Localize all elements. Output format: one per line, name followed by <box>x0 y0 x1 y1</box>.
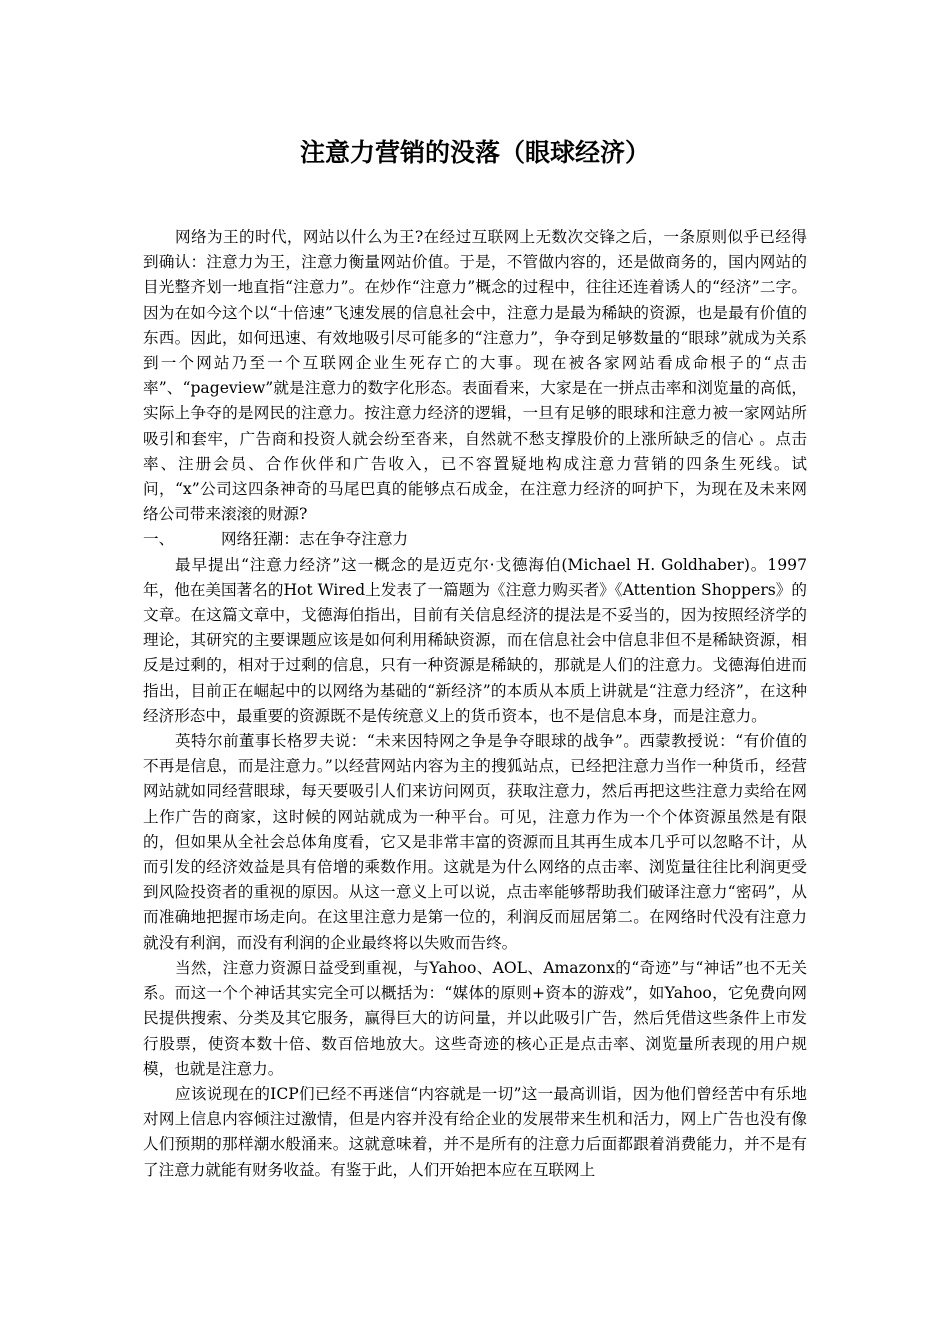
paragraph-goldhaber: 最早提出“注意力经济”这一概念的是迈克尔·戈德海伯(Michael H. Goldhaber)。1997年，他在美国著名的Hot Wired上发表了一篇题为《注意力购买者》《Attention Shoppers》的文章。在这篇文章中，戈德海伯指出，目前有关信息经济的提法是不妥当的，因为按照经济学的理论，其研究的主要课题应该是如何利用稀缺资源，而在信息社会中信息非但不是稀缺资源，相反是过剩的，相对于过剩的信息，只有一种资源是稀缺的，那就是人们的注意力。戈德海伯进而指出，目前正在崛起中的以网络为基础的“新经济”的本质从本质上讲就是“注意力经济”，在这种经济形态中，最重要的资源既不是传统意义上的货币资本，也不是信息本身，而是注意力。 <box>143 555 807 725</box>
section-heading-number: 一、 <box>143 530 175 549</box>
section-heading-text: 网络狂潮：志在争夺注意力 <box>221 530 409 549</box>
paragraph-grove: 英特尔前董事长格罗夫说：“未来因特网之争是争夺眼球的战争”。西蒙教授说：“有价值的不再是信息，而是注意力。”以经营网站内容为主的搜狐站点，已经把注意力当作一种货币，经营网站就如同经营眼球，每天要吸引人们来访问网页，获取注意力，然后再把这些注意力卖给在网上作广告的商家，这时候的网站就成为一种平台。可见，注意力作为一个个体资源虽然是有限的，但如果从全社会总体角度看，它又是非常丰富的资源而且其再生成本几乎可以忽略不计，从而引发的经济效益是具有倍增的乘数作用。这就是为什么网络的点击率、浏览量往往比利润更受到风险投资者的重视的原因。从这一意义上可以说，点击率能够帮助我们破译注意力“密码”，从而准确地把握市场走向。在这里注意力是第一位的，利润反而屈居第二。在网络时代没有注意力就没有利润，而没有利润的企业最终将以失败而告终。 <box>143 732 807 952</box>
document-title: 注意力营销的没落（眼球经济） <box>299 138 650 167</box>
section-heading <box>143 527 807 552</box>
paragraph-icp: 应该说现在的ICP们已经不再迷信“内容就是一切”这一最高训诣，因为他们曾经苦中有乐地对网上信息内容倾注过激情，但是内容并没有给企业的发展带来生机和活力，网上广告也没有像人们预期的那样潮水般涌来。这就意味着，并不是所有的注意力后面都跟着消费能力，并不是有了注意力就能有财务收益。有鉴于此，人们开始把本应在互联网上 <box>143 1084 807 1179</box>
document-body <box>143 225 807 1183</box>
paragraph-yahoo: 当然，注意力资源日益受到重视，与Yahoo、AOL、Amazonx的“奇迹”与“神话”也不无关系。而这一个个神话其实完全可以概括为：“媒体的原则+资本的游戏”，如Yahoo，它免费向网民提供搜索、分类及其它服务，赢得巨大的访问量，并以此吸引广告，然后凭借这些条件上市发行股票，使资本数十倍、数百倍地放大。这些奇迹的核心正是点击率、浏览量所表现的用户规模，也就是注意力。 <box>143 958 807 1078</box>
paragraph-intro: 网络为王的时代，网站以什么为王?在经过互联网上无数次交锋之后，一条原则似乎已经得到确认：注意力为王，注意力衡量网站价值。于是，不管做内容的，还是做商务的，国内网站的目光整齐划一地直指“注意力”。在炒作“注意力”概念的过程中，往往还连着诱人的“经济”二字。因为在如今这个以“十倍速”飞速发展的信息社会中，注意力是最为稀缺的资源，也是最有价值的东西。因此，如何迅速、有效地吸引尽可能多的“注意力”，争夺到足够数量的“眼球”就成为关系到一个网站乃至一个互联网企业生死存亡的大事。现在被各家网站看成命根子的“点击率”、“pageview”就是注意力的数字化形态。表面看来，大家是在一拼点击率和浏览量的高低，实际上争夺的是网民的注意力。按注意力经济的逻辑，一旦有足够的眼球和注意力被一家网站所吸引和套牢，广告商和投资人就会纷至沓来，自然就不愁支撑股价的上涨所缺乏的信心 。点击率、注册会员、合作伙伴和广告收入，已不容置疑地构成注意力营销的四条生死线。试问，“x”公司这四条神奇的马尾巴真的能够点石成金，在注意力经济的呵护下，为现在及未来网络公司带来滚滚的财源? <box>143 228 807 524</box>
